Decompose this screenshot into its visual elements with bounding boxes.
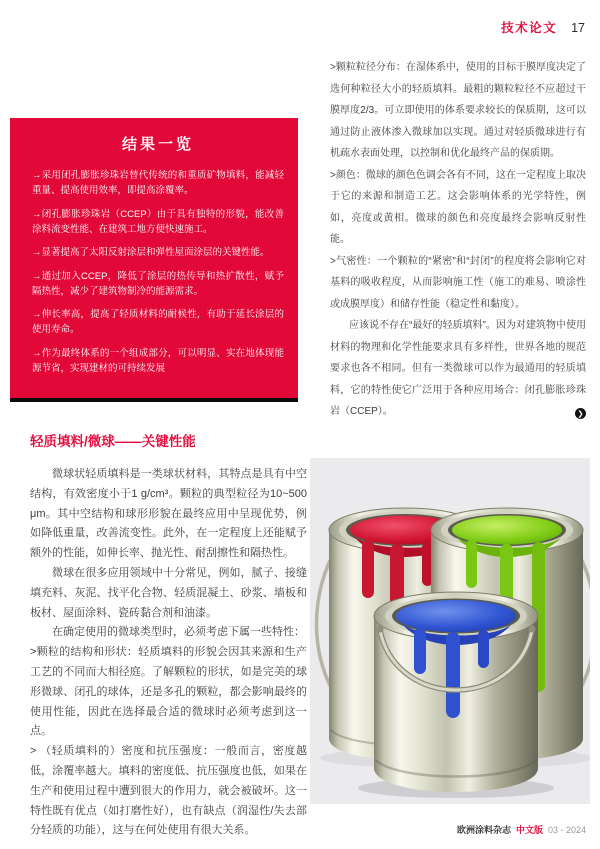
results-bullet: →通过加入CCEP，降低了涂层的热传导和热扩散性，赋予隔热性，减少了建筑物制冷的能源需求。 — [32, 270, 284, 297]
results-bullet: →伸长率高，提高了轻质材料的耐候性，有助于延长涂层的使用寿命。 — [32, 309, 284, 335]
key-properties-section — [30, 430, 307, 841]
end-of-article-icon: ❯ — [575, 408, 586, 419]
body-paragraph: >气密性：一个颗粒的“紧密”和“封闭”的程度将会影响它对基料的吸收程度，从而影响施工性（施工的难易、喷涂性或成膜厚度）和储存性能（稳定性和黏度）。 — [330, 255, 586, 310]
body-paragraph: >颗粒的结构和形状：轻质填料的形貌会因其来源和生产工艺的不同而大相径庭。了解颗粒的形状，如是完美的球形微球、闭孔的球体，还是多孔的颗粒，都会影响最终的使用性能，因此在选择最合适的微球时必须考虑到这一点。 — [30, 646, 307, 738]
body-paragraph: > （轻质填料的）密度和抗压强度：一般而言，密度越低，涂覆率越大。填料的密度低、抗压强度也低，如果在生产和使用过程中遭到很大的作用力，就会被破坏。这一特性既有优点（如打磨性好），也有缺点（润湿性/失去部分轻质的功能），这与在何处使用有很大关系。 — [30, 745, 307, 837]
journal-name: 欧洲涂料杂志 — [456, 825, 511, 835]
page-header — [501, 18, 585, 36]
blue-paint-can — [358, 592, 554, 798]
body-paragraph: 微球状轻质填料是一类球状材料，其特点是具有中空结构，有效密度小于1 g/cm³。颗粒的典型粒径为10~500 μm。其中空结构和球形形貌在最终应用中呈现优势，例如降低重量，改善流变性。此外，在一定程度上还能赋予额外的性能，如伸长率、抛光性、耐刮擦性和隔热性。 — [30, 468, 307, 560]
issue-number: 03 - 2024 — [547, 825, 586, 835]
body-paragraph: >颜色：微球的颜色色调会各有不同，这在一定程度上取决于它的来源和制造工艺。这会影响体系的光学特性，例如，亮度或黄相。微球的颜色和亮度最终会影响反射性能。 — [330, 169, 586, 245]
body-paragraph: >颗粒粒径分布：在湿体系中，使用的目标干膜厚度决定了选何种粒径大小的轻质填料。最粗的颗粒粒径不应超过干膜厚度2/3。可立即使用的体系要求较长的保质期，这可以通过防止液体渗入微球加以实现。通过对轻质微球进行有机疏水表面处理，以控制和优化最终产品的保质期。 — [330, 62, 586, 159]
results-box-title: 结果一览 — [121, 136, 194, 153]
section-heading: 轻质填料/微球——关键性能 — [30, 434, 196, 449]
section-label: 技术论文 — [501, 21, 558, 35]
body-paragraph: 在确定使用的微球类型时，必须考虑下属一些特性： — [52, 626, 305, 639]
right-text-column — [330, 57, 586, 423]
page-footer — [457, 823, 586, 836]
results-bullet: →作为最终体系的一个组成部分，可以明显、实在地体现能源节省，实现建材的可持续发展 — [32, 347, 284, 374]
results-bullet: →采用闭孔膨胀珍珠岩替代传统的和重质矿物填料，能减轻重量、提高使用效率，即提高涂覆率。 — [32, 170, 284, 196]
body-paragraph: 应该说不存在“最好的轻质填料”。因为对建筑物中使用材料的物理和化学性能要求具有多样性，世界各地的规范要求也各不相同。但有一类微球可以作为最通用的轻质填料，它的特性使它广泛用于各种应用场合：闭孔膨胀珍珠岩（CCEP）。 — [330, 320, 586, 417]
results-bullet: →闭孔膨胀珍珠岩（CCEP）由于具有独特的形貌，能改善涂料流变性能、在建筑工地方便快速施工。 — [32, 208, 284, 235]
page-number: 17 — [571, 21, 585, 35]
body-paragraph: 微球在很多应用领域中十分常见，例如，腻子、接缝填充料、灰泥、找平化合物、轻质混凝土、砂浆、墙板和板材、屋面涂料、瓷砖黏合剂和油漆。 — [30, 566, 307, 619]
results-summary-box — [10, 118, 298, 402]
paint-cans-figure — [310, 458, 590, 804]
paint-cans-illustration — [310, 458, 590, 804]
results-bullet: →显著提高了太阳反射涂层和弹性屋面涂层的关键性能。 — [32, 247, 270, 258]
edition-label: 中文版 — [515, 825, 543, 835]
